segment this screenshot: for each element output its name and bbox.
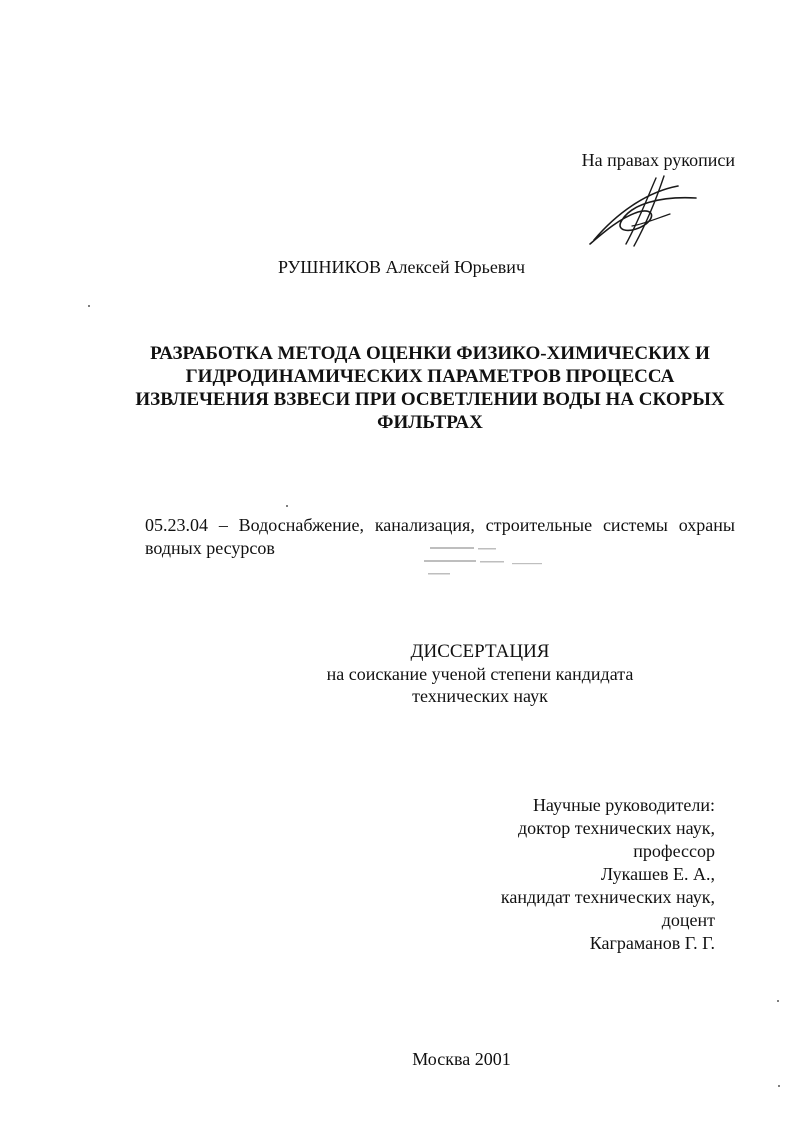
thesis-title — [130, 342, 730, 434]
supervisor-line: Научные руководители: — [532, 795, 715, 815]
thesis-title-line: РАЗРАБОТКА МЕТОДА ОЦЕНКИ ФИЗИКО-ХИМИЧЕСКИХ И — [150, 343, 710, 364]
document-type: ДИССЕРТАЦИЯ — [410, 641, 550, 662]
supervisor-line: Каграманов Г. Г. — [589, 933, 715, 953]
degree-line: на соискание ученой степени кандидата — [326, 664, 634, 684]
author-name: РУШНИКОВ Алексей Юрьевич — [277, 257, 525, 277]
dissertation-block — [270, 641, 690, 707]
supervisors-block — [501, 794, 715, 955]
supervisor-line: доцент — [661, 910, 715, 930]
rights-notice: На правах рукописи — [581, 150, 735, 170]
supervisor-line: доктор технических наук, — [518, 818, 715, 838]
supervisor-line: Лукашев Е. А., — [600, 864, 715, 884]
thesis-title-line: ФИЛЬТРАХ — [377, 412, 483, 433]
specialty-line: водных ресурсов — [145, 538, 275, 558]
scan-speck — [88, 305, 90, 307]
thesis-title-line: ГИДРОДИНАМИЧЕСКИХ ПАРАМЕТРОВ ПРОЦЕССА — [185, 366, 675, 387]
supervisor-line: профессор — [633, 841, 715, 861]
faint-stamp-mark — [420, 543, 550, 583]
scan-speck — [286, 505, 288, 507]
specialty-line: 05.23.04 – Водоснабжение, канализация, строительные системы охраны — [145, 515, 735, 535]
thesis-title-line: ИЗВЛЕЧЕНИЯ ВЗВЕСИ ПРИ ОСВЕТЛЕНИИ ВОДЫ НА СКОРЫХ — [135, 389, 725, 410]
handwritten-signature — [586, 174, 702, 250]
scan-speck — [778, 1085, 780, 1087]
scan-speck — [777, 1000, 779, 1002]
degree-line: технических наук — [412, 686, 548, 706]
supervisor-line: кандидат технических наук, — [500, 887, 715, 907]
city-year: Москва 2001 — [412, 1049, 511, 1069]
